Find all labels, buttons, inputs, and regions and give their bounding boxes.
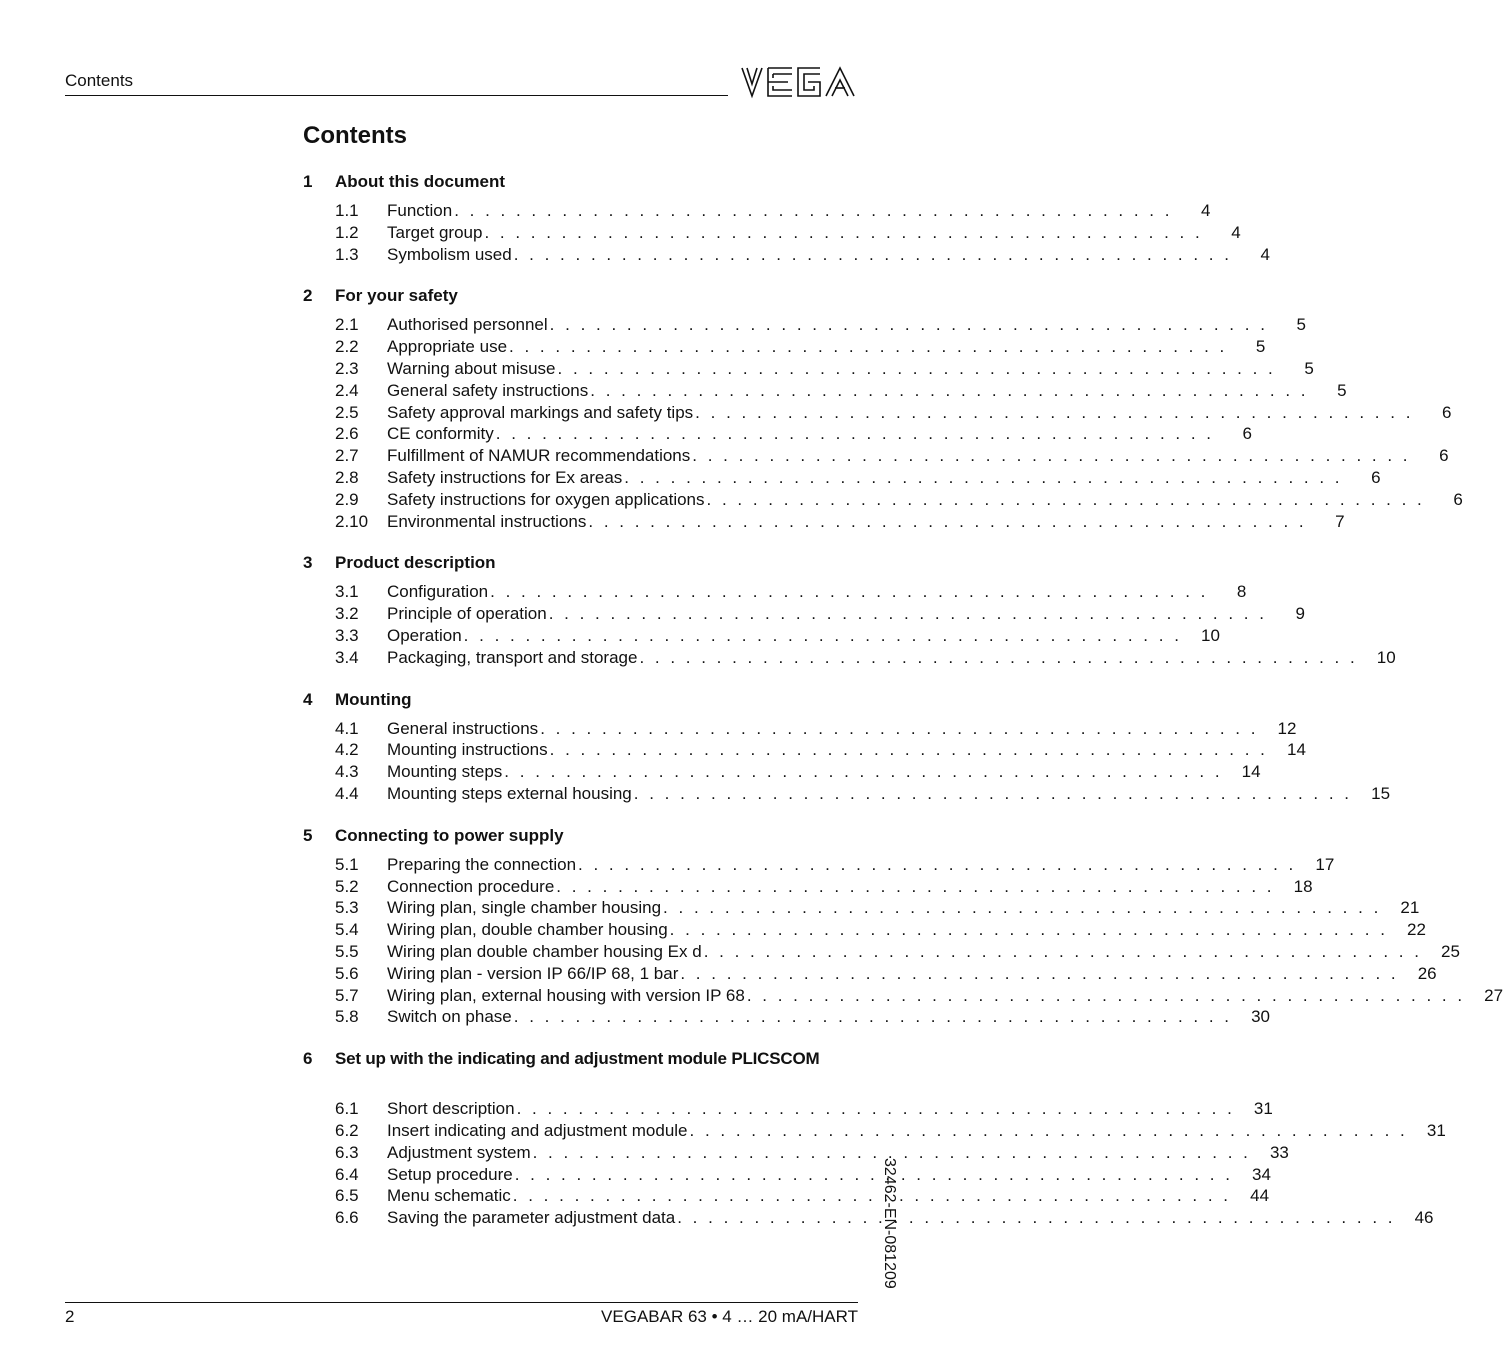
entry-title: CE conformity <box>387 424 494 444</box>
entry-number: 2.9 <box>335 489 359 509</box>
dot-leader: . . . . . . . . . . . . . . . . . . . . . . . . . . . . . . . . . . . . . . . . . . . . . . . <box>680 963 1399 983</box>
dot-leader: . . . . . . . . . . . . . . . . . . . . . . . . . . . . . . . . . . . . . . . . . . . . . . . <box>540 718 1259 738</box>
entry-page-number: 21 <box>1400 898 1420 918</box>
entry-title: Wiring plan - version IP 66/IP 68, 1 bar <box>387 963 679 983</box>
entry-page-number: 5 <box>1255 337 1266 357</box>
dot-leader: . . . . . . . . . . . . . . . . . . . . . . . . . . . . . . . . . . . . . . . . . . . . . . . <box>514 1164 1233 1184</box>
entry-page-number: 4 <box>1201 201 1211 220</box>
entry-page-number: 30 <box>1251 1007 1271 1027</box>
toc-entry[interactable] <box>303 200 1211 222</box>
entry-title: Environmental instructions <box>387 511 587 531</box>
entry-title: Setup procedure <box>387 1164 513 1184</box>
entry-title: Mounting instructions <box>387 740 548 760</box>
toc-entry-list <box>303 718 1391 805</box>
entry-page-number: 5 <box>1304 358 1314 378</box>
toc-entry[interactable] <box>303 467 1381 489</box>
dot-leader: . . . . . . . . . . . . . . . . . . . . . . . . . . . . . . . . . . . . . . . . . . . . . . . <box>695 402 1414 422</box>
toc-entry[interactable] <box>303 739 1306 761</box>
entry-page-number: 25 <box>1441 941 1460 961</box>
toc-entry[interactable] <box>303 358 1314 380</box>
toc-entry[interactable] <box>303 985 1503 1007</box>
dot-leader: . . . . . . . . . . . . . . . . . . . . . . . . . . . . . . . . . . . . . . . . . . . . . . . <box>490 582 1209 602</box>
entry-page-number: 6 <box>1371 467 1381 487</box>
toc-entry[interactable] <box>303 718 1297 740</box>
entry-page-number: 44 <box>1250 1186 1270 1206</box>
entry-page-number: 27 <box>1484 985 1503 1005</box>
dot-leader: . . . . . . . . . . . . . . . . . . . . . . . . . . . . . . . . . . . . . . . . . . . . . . . <box>669 920 1388 940</box>
toc-entry[interactable] <box>303 380 1347 402</box>
entry-page-number: 10 <box>1376 647 1396 667</box>
dot-leader: . . . . . . . . . . . . . . . . . . . . . . . . . . . . . . . . . . . . . . . . . . . . . . . <box>746 985 1466 1005</box>
section-title: About this document <box>335 172 505 191</box>
entry-number: 3.1 <box>335 582 359 602</box>
entry-page-number: 6 <box>1441 402 1452 422</box>
entry-title: General safety instructions <box>387 380 589 400</box>
toc-entry[interactable] <box>303 603 1305 625</box>
entry-number: 2.7 <box>335 446 359 466</box>
toc-entry[interactable] <box>303 1185 1270 1207</box>
dot-leader: . . . . . . . . . . . . . . . . . . . . . . . . . . . . . . . . . . . . . . . . . . . . . . . <box>513 1007 1233 1027</box>
entry-page-number: 26 <box>1417 963 1437 983</box>
entry-page-number: 8 <box>1236 582 1247 602</box>
toc-entry[interactable] <box>303 876 1313 898</box>
entry-number: 3.4 <box>335 647 359 667</box>
entry-title: Safety instructions for Ex areas <box>387 467 623 487</box>
entry-number: 2.8 <box>335 467 359 487</box>
dot-leader: . . . . . . . . . . . . . . . . . . . . . . . . . . . . . . . . . . . . . . . . . . . . . . . <box>504 762 1223 782</box>
entry-page-number: 31 <box>1426 1120 1446 1140</box>
entry-number: 3.3 <box>335 625 359 645</box>
entry-number: 5.2 <box>335 876 359 896</box>
section-number: 6 <box>303 1049 313 1069</box>
dot-leader: . . . . . . . . . . . . . . . . . . . . . . . . . . . . . . . . . . . . . . . . . . . . . . . <box>549 740 1268 760</box>
entry-title: Function <box>387 201 453 220</box>
entry-title: Saving the parameter adjustment data <box>387 1208 676 1228</box>
toc-entry-list <box>303 314 1463 532</box>
section-number: 4 <box>303 689 313 709</box>
dot-leader: . . . . . . . . . . . . . . . . . . . . . . . . . . . . . . . . . . . . . . . . . . . . . . . <box>484 222 1203 242</box>
entry-page-number: 12 <box>1277 718 1297 738</box>
entry-title: Operation <box>387 625 462 645</box>
toc-entry[interactable] <box>303 647 1396 669</box>
entry-page-number: 14 <box>1286 740 1306 760</box>
entry-title: Packaging, transport and storage <box>387 647 638 667</box>
entry-title: General instructions <box>387 718 539 738</box>
dot-leader: . . . . . . . . . . . . . . . . . . . . . . . . . . . . . . . . . . . . . . . . . . . . . . . <box>509 337 1228 357</box>
section-title: Connecting to power supply <box>335 825 564 845</box>
dot-leader: . . . . . . . . . . . . . . . . . . . . . . . . . . . . . . . . . . . . . . . . . . . . . . . <box>556 876 1275 896</box>
entry-page-number: 5 <box>1337 380 1347 400</box>
entry-number: 2.1 <box>335 315 359 335</box>
section-number: 2 <box>303 286 313 306</box>
dot-leader: . . . . . . . . . . . . . . . . . . . . . . . . . . . . . . . . . . . . . . . . . . . . . . . <box>532 1142 1251 1162</box>
entry-number: 4.1 <box>335 718 359 738</box>
entry-number: 1.2 <box>335 222 359 242</box>
entry-number: 6.1 <box>335 1099 359 1119</box>
toc-entry[interactable] <box>303 1120 1446 1142</box>
entry-number: 4.3 <box>335 762 359 782</box>
entry-title: Safety instructions for oxygen applications <box>387 489 705 509</box>
entry-page-number: 7 <box>1335 511 1345 531</box>
toc-entry[interactable] <box>303 1006 1271 1028</box>
dot-leader: . . . . . . . . . . . . . . . . . . . . . . . . . . . . . . . . . . . . . . . . . . . . . . . <box>706 489 1425 509</box>
entry-number: 3.2 <box>335 604 359 624</box>
toc-entry[interactable] <box>303 222 1241 244</box>
toc-entry-list <box>303 200 1270 265</box>
entry-title: Symbolism used <box>387 244 512 264</box>
toc-entry[interactable] <box>303 423 1253 445</box>
dot-leader: . . . . . . . . . . . . . . . . . . . . . . . . . . . . . . . . . . . . . . . . . . . . . . . <box>633 783 1353 803</box>
dot-leader: . . . . . . . . . . . . . . . . . . . . . . . . . . . . . . . . . . . . . . . . . . . . . . . <box>463 625 1182 645</box>
entry-page-number: 6 <box>1439 446 1449 466</box>
dot-leader: . . . . . . . . . . . . . . . . . . . . . . . . . . . . . . . . . . . . . . . . . . . . . . . <box>663 898 1382 918</box>
toc-entry[interactable] <box>303 489 1463 511</box>
dot-leader: . . . . . . . . . . . . . . . . . . . . . . . . . . . . . . . . . . . . . . . . . . . . . . . <box>689 1120 1408 1140</box>
document-code: 32462-EN-081209 <box>881 1158 898 1289</box>
dot-leader: . . . . . . . . . . . . . . . . . . . . . . . . . . . . . . . . . . . . . . . . . . . . . . . <box>548 604 1267 624</box>
toc-entry[interactable] <box>303 402 1452 424</box>
entry-number: 6.3 <box>335 1142 359 1162</box>
entry-number: 6.5 <box>335 1186 359 1206</box>
entry-number: 6.4 <box>335 1164 359 1184</box>
entry-title: Mounting steps <box>387 762 503 782</box>
entry-number: 6.6 <box>335 1208 359 1228</box>
toc-entry[interactable] <box>303 625 1220 647</box>
entry-number: 2.5 <box>335 402 359 422</box>
toc-section-heading[interactable] <box>303 689 859 711</box>
dot-leader: . . . . . . . . . . . . . . . . . . . . . . . . . . . . . . . . . . . . . . . . . . . . . . . <box>578 854 1297 874</box>
entry-number: 6.2 <box>335 1120 359 1140</box>
entry-page-number: 33 <box>1269 1142 1289 1162</box>
section-number: 5 <box>303 825 313 845</box>
section-title: For your safety <box>335 286 458 306</box>
entry-number: 5.5 <box>335 941 359 961</box>
page-title: Contents <box>303 122 407 149</box>
dot-leader: . . . . . . . . . . . . . . . . . . . . . . . . . . . . . . . . . . . . . . . . . . . . . . . <box>692 446 1411 466</box>
entry-number: 5.1 <box>335 854 359 874</box>
toc-section-heading[interactable] <box>303 171 859 193</box>
entry-page-number: 17 <box>1315 854 1335 874</box>
entry-title: Wiring plan, single chamber housing <box>387 898 662 918</box>
entry-number: 1.1 <box>335 201 359 220</box>
entry-number: 5.3 <box>335 898 359 918</box>
header-label: Contents <box>65 71 134 90</box>
entry-number: 5.4 <box>335 920 359 940</box>
toc-entry[interactable] <box>303 1164 1271 1186</box>
entry-title: Authorised personnel <box>387 315 548 335</box>
dot-leader: . . . . . . . . . . . . . . . . . . . . . . . . . . . . . . . . . . . . . . . . . . . . . . . <box>624 467 1343 487</box>
toc-entry-list <box>303 854 1503 1028</box>
toc-entry[interactable] <box>303 1207 1434 1229</box>
toc-entry[interactable] <box>303 854 1335 876</box>
dot-leader: . . . . . . . . . . . . . . . . . . . . . . . . . . . . . . . . . . . . . . . . . . . . . . . <box>588 511 1307 531</box>
entry-title: Wiring plan, double chamber housing <box>387 920 668 940</box>
entry-title: Menu schematic <box>387 1186 511 1206</box>
entry-page-number: 10 <box>1201 625 1220 645</box>
entry-number: 5.8 <box>335 1007 359 1027</box>
toc-entry[interactable] <box>303 581 1247 603</box>
toc-entry[interactable] <box>303 1098 1273 1120</box>
entry-title: Appropriate use <box>387 337 508 357</box>
section-number: 1 <box>303 172 313 191</box>
dot-leader: . . . . . . . . . . . . . . . . . . . . . . . . . . . . . . . . . . . . . . . . . . . . . . . <box>454 201 1173 220</box>
entry-number: 2.10 <box>335 511 369 531</box>
entry-number: 2.4 <box>335 380 359 400</box>
header-rule <box>65 95 728 96</box>
dot-leader: . . . . . . . . . . . . . . . . . . . . . . . . . . . . . . . . . . . . . . . . . . . . . . . <box>513 244 1232 264</box>
toc-entry[interactable] <box>303 963 1437 985</box>
dot-leader: . . . . . . . . . . . . . . . . . . . . . . . . . . . . . . . . . . . . . . . . . . . . . . . <box>590 380 1309 400</box>
entry-page-number: 15 <box>1371 783 1391 803</box>
entry-page-number: 6 <box>1242 424 1253 444</box>
toc-section-heading[interactable] <box>303 825 859 847</box>
dot-leader: . . . . . . . . . . . . . . . . . . . . . . . . . . . . . . . . . . . . . . . . . . . . . . . <box>677 1208 1396 1228</box>
dot-leader: . . . . . . . . . . . . . . . . . . . . . . . . . . . . . . . . . . . . . . . . . . . . . . . <box>549 315 1268 335</box>
entry-title: Adjustment system <box>387 1142 531 1162</box>
dot-leader: . . . . . . . . . . . . . . . . . . . . . . . . . . . . . . . . . . . . . . . . . . . . . . . <box>516 1099 1235 1119</box>
entry-number: 4.4 <box>335 783 359 803</box>
entry-page-number: 4 <box>1260 244 1270 264</box>
toc-entry[interactable] <box>303 897 1420 919</box>
toc-section-heading[interactable] <box>303 285 859 307</box>
toc-section-heading[interactable] <box>303 552 859 574</box>
dot-leader: . . . . . . . . . . . . . . . . . . . . . . . . . . . . . . . . . . . . . . . . . . . . . . . <box>703 941 1422 961</box>
dot-leader: . . . . . . . . . . . . . . . . . . . . . . . . . . . . . . . . . . . . . . . . . . . . . . . <box>639 647 1358 667</box>
entry-number: 4.2 <box>335 740 359 760</box>
entry-title: Target group <box>387 222 483 242</box>
toc-entry[interactable] <box>303 244 1270 266</box>
entry-title: Switch on phase <box>387 1007 512 1027</box>
entry-number: 2.2 <box>335 337 359 357</box>
toc-entry[interactable] <box>303 336 1266 358</box>
entry-page-number: 4 <box>1231 222 1241 242</box>
footer-rule <box>65 1302 858 1303</box>
entry-title: Insert indicating and adjustment module <box>387 1120 688 1140</box>
toc-entry[interactable] <box>303 919 1426 941</box>
entry-page-number: 34 <box>1252 1164 1271 1184</box>
section-title: Set up with the indicating and adjustment module PLICSCOM <box>335 1049 820 1069</box>
entry-title: Safety approval markings and safety tips <box>387 402 694 422</box>
entry-title: Connection procedure <box>387 876 555 896</box>
entry-title: Principle of operation <box>387 604 547 624</box>
entry-title: Warning about misuse <box>387 358 556 378</box>
entry-title: Preparing the connection <box>387 854 577 874</box>
entry-page-number: 6 <box>1453 489 1463 509</box>
toc-entry-list <box>303 581 1396 668</box>
entry-number: 2.3 <box>335 358 359 378</box>
section-title: Mounting <box>335 689 412 709</box>
toc-entry[interactable] <box>303 761 1261 783</box>
entry-number: 1.3 <box>335 244 359 264</box>
entry-page-number: 9 <box>1295 604 1305 624</box>
toc-entry[interactable] <box>303 783 1391 805</box>
entry-title: Configuration <box>387 582 489 602</box>
entry-page-number: 14 <box>1241 762 1261 782</box>
entry-title: Fulfillment of NAMUR recommendations <box>387 446 691 466</box>
toc-entry[interactable] <box>303 314 1306 336</box>
dot-leader: . . . . . . . . . . . . . . . . . . . . . . . . . . . . . . . . . . . . . . . . . . . . . . . <box>557 358 1276 378</box>
vega-logo <box>740 66 858 98</box>
entry-page-number: 31 <box>1253 1099 1273 1119</box>
entry-number: 5.7 <box>335 985 359 1005</box>
toc-entry[interactable] <box>303 445 1449 467</box>
footer-page-number: 2 <box>65 1307 75 1326</box>
entry-title: Short description <box>387 1099 515 1119</box>
section-number: 3 <box>303 553 313 573</box>
entry-number: 2.6 <box>335 424 359 444</box>
dot-leader: . . . . . . . . . . . . . . . . . . . . . . . . . . . . . . . . . . . . . . . . . . . . . . . <box>495 424 1215 444</box>
toc-entry[interactable] <box>303 511 1345 533</box>
section-title: Product description <box>335 553 496 573</box>
toc-section-heading[interactable] <box>303 1048 859 1070</box>
footer-product: VEGABAR 63 • 4 … 20 mA/HART <box>601 1307 858 1326</box>
dot-leader: . . . . . . . . . . . . . . . . . . . . . . . . . . . . . . . . . . . . . . . . . . . . . . . <box>512 1186 1232 1206</box>
entry-number: 5.6 <box>335 963 359 983</box>
entry-title: Wiring plan, external housing with version IP 68 <box>387 985 745 1005</box>
entry-page-number: 46 <box>1414 1208 1434 1228</box>
entry-title: Wiring plan double chamber housing Ex d <box>387 941 702 961</box>
entry-page-number: 18 <box>1293 876 1313 896</box>
entry-page-number: 5 <box>1296 315 1306 335</box>
toc-entry[interactable] <box>303 1142 1289 1164</box>
toc-entry[interactable] <box>303 941 1460 963</box>
entry-page-number: 22 <box>1407 920 1426 940</box>
entry-title: Mounting steps external housing <box>387 783 632 803</box>
